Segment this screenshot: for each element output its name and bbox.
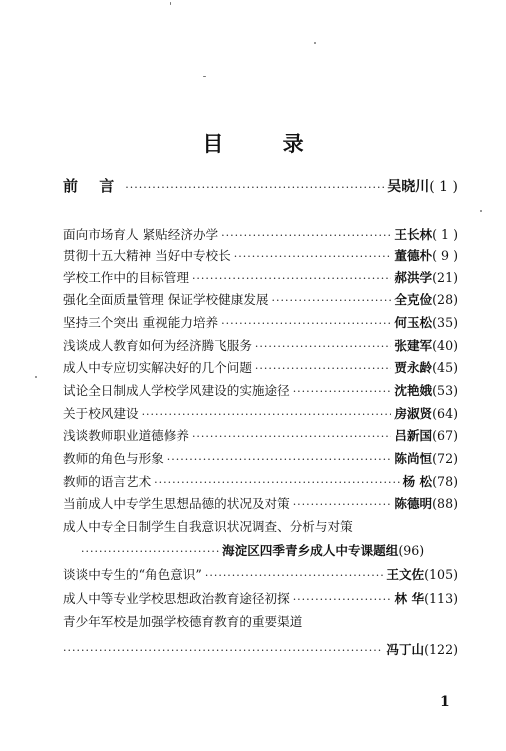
dot-leader (125, 178, 384, 198)
dot-leader (192, 269, 391, 289)
entry-title: 谈谈中专生的“角色意识” (63, 567, 202, 582)
toc-entry-continuation (63, 541, 458, 561)
dot-leader (255, 359, 391, 379)
entry-author: 全克俭 (394, 292, 433, 307)
dot-leader (221, 314, 391, 334)
toc-entry (63, 565, 458, 585)
entry-page: (53) (432, 383, 458, 398)
entry-page: (105) (424, 567, 458, 582)
entry-title: 面向市场育人 紧贴经济办学 (63, 227, 219, 242)
entry-author: 董德朴 (394, 248, 433, 263)
entry-page: (72) (432, 451, 458, 466)
dot-leader (293, 495, 392, 515)
toc-entry (63, 290, 458, 310)
entry-title: 教师的语言艺术 (63, 474, 152, 489)
entry-author: 陈尚恒 (394, 451, 433, 466)
page-number: 1 (440, 694, 450, 710)
dot-leader (154, 473, 399, 493)
entry-page: (88) (432, 496, 458, 511)
entry-author: 海淀区四季青乡成人中专课题组 (222, 543, 399, 558)
entry-title: 贯彻十五大精神 当好中专校长 (63, 248, 231, 263)
entry-title: 成人中专全日制学生自我意识状况调查、分析与对策 (63, 519, 353, 534)
entry-title: 当前成人中专学生思想品德的状况及对策 (63, 496, 290, 511)
entry-title: 试论全日制成人学校学风建设的实施途径 (63, 383, 290, 398)
dot-leader (63, 641, 383, 661)
entry-page: (45) (432, 360, 458, 375)
entry-page: (78) (432, 474, 458, 489)
entry-author: 杨 松 (402, 474, 433, 489)
entry-author: 何玉松 (394, 315, 433, 330)
entry-title: 浅谈成人教育如何为经济腾飞服务 (63, 338, 252, 353)
entry-page: ( 1 ) (432, 227, 458, 242)
entry-page: (21) (432, 270, 458, 285)
entry-page: ( 1 ) (429, 179, 458, 195)
entry-author: 吴晓川 (387, 179, 430, 195)
entry-page: (122) (424, 642, 458, 657)
entry-author: 林 华 (394, 591, 425, 606)
toc-entry (63, 246, 458, 266)
entry-page: (113) (424, 591, 458, 606)
toc-entry-multiline (63, 517, 458, 537)
toc-entry (63, 225, 458, 245)
toc-entry (63, 426, 458, 446)
entry-title: 学校工作中的目标管理 (63, 270, 189, 285)
scan-speck (35, 376, 37, 378)
entry-author: 贾永龄 (394, 360, 433, 375)
entry-title: 成人中等专业学校思想政治教育途径初探 (63, 591, 290, 606)
scan-speck (480, 210, 482, 212)
entry-page: (35) (432, 315, 458, 330)
entry-page: ( 9 ) (432, 248, 458, 263)
dot-leader (293, 590, 392, 610)
toc-entry (63, 449, 458, 469)
toc-entry (63, 358, 458, 378)
page-title: 目 录 (202, 131, 330, 156)
scan-speck (170, 2, 171, 5)
entry-author: 王长林 (394, 227, 433, 242)
toc-entry (63, 336, 458, 356)
entry-author: 王文佐 (386, 567, 425, 582)
dot-leader (293, 382, 392, 402)
toc-entry (63, 494, 458, 514)
entry-page: (96) (398, 543, 425, 558)
entry-page: (28) (432, 292, 458, 307)
toc-entry-multiline (63, 612, 458, 632)
entry-page: (64) (432, 406, 458, 421)
toc-entry (63, 472, 458, 492)
entry-title: 前 言 (63, 177, 123, 195)
entry-author: 张建军 (394, 338, 433, 353)
entry-author: 陈德明 (394, 496, 433, 511)
dot-leader (221, 226, 391, 246)
toc-entry (63, 381, 458, 401)
entry-title: 坚持三个突出 重视能力培养 (63, 315, 219, 330)
entry-author: 郝洪学 (394, 270, 433, 285)
toc-entry-continuation (63, 640, 458, 660)
toc-entry (63, 589, 458, 609)
entry-title: 教师的角色与形象 (63, 451, 164, 466)
toc-entry (63, 404, 458, 424)
scan-speck (314, 42, 316, 44)
toc-entry-preface (63, 176, 458, 196)
entry-author: 吕新国 (394, 428, 433, 443)
dot-leader (255, 337, 391, 357)
toc-entry (63, 268, 458, 288)
dot-leader (167, 450, 392, 470)
toc-entry (63, 313, 458, 333)
entry-title: 关于校风建设 (63, 406, 139, 421)
dot-leader (192, 427, 391, 447)
dot-leader (234, 247, 392, 267)
entry-page: (40) (432, 338, 458, 353)
entry-title: 浅谈教师职业道德修养 (63, 428, 189, 443)
dot-leader (142, 405, 392, 425)
entry-author: 冯丁山 (386, 642, 425, 657)
dot-leader (272, 291, 392, 311)
dot-leader (205, 566, 384, 586)
entry-page: (67) (432, 428, 458, 443)
dot-leader (81, 542, 219, 562)
entry-title: 青少年军校是加强学校德育教育的重要渠道 (63, 614, 303, 629)
entry-title: 强化全面质量管理 保证学校健康发展 (63, 292, 269, 307)
entry-author: 房淑贤 (394, 406, 433, 421)
entry-title: 成人中专应切实解决好的几个问题 (63, 360, 252, 375)
entry-author: 沈艳娥 (394, 383, 433, 398)
scan-speck (203, 76, 206, 77)
